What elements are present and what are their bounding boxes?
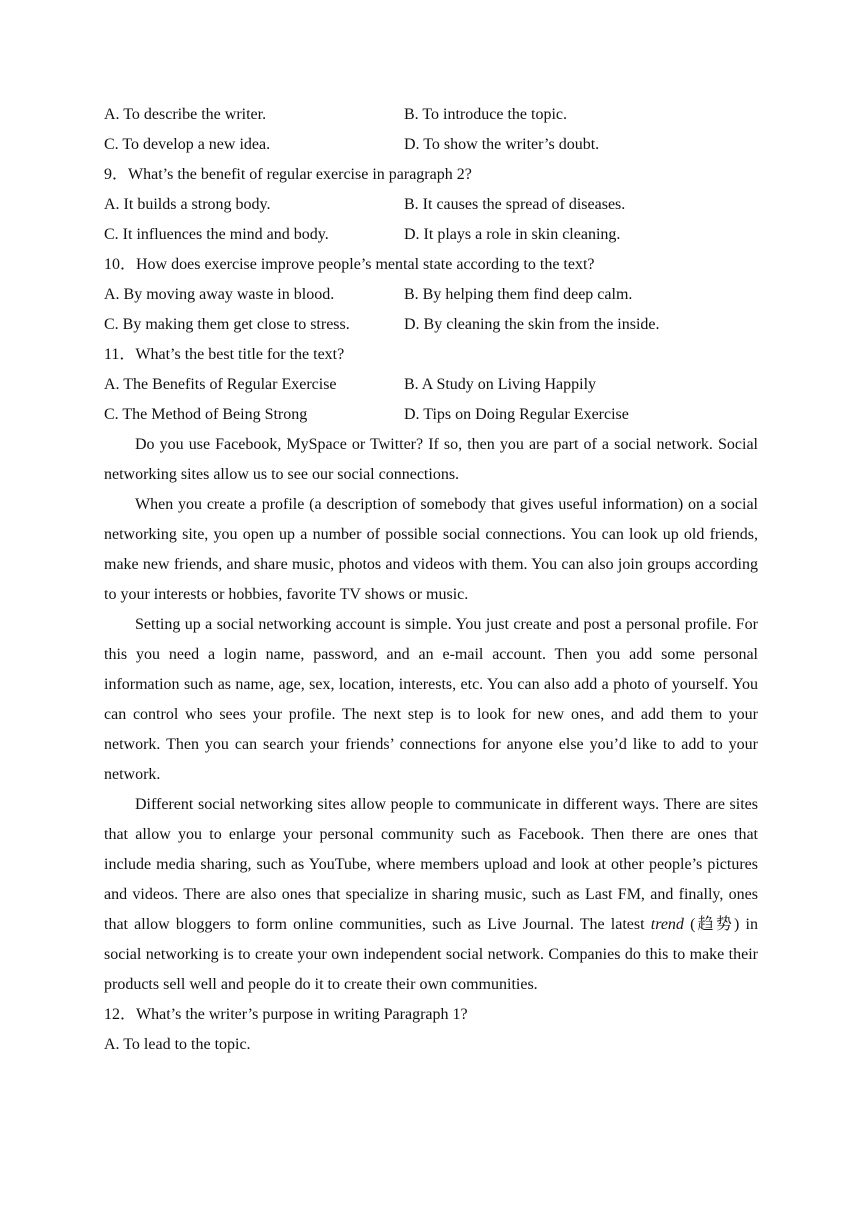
options-row [104, 100, 758, 130]
option-d: D. Tips on Doing Regular Exercise [404, 406, 629, 423]
passage-paragraph-4 [104, 790, 758, 1000]
chinese-gloss: (趋势) [683, 916, 740, 933]
question-12: 12．What’s the writer’s purpose in writing Paragraph 1? [104, 1006, 468, 1023]
option-b: B. By helping them find deep calm. [404, 286, 633, 303]
option-d: D. By cleaning the skin from the inside. [404, 316, 660, 333]
exam-page [104, 100, 758, 1060]
option-d: D. To show the writer’s doubt. [404, 136, 600, 153]
passage-paragraph-3: Setting up a social networking account is simple. You just create and post a personal profile. For this you need a login name, password, and an e-mail account. Then you add some personal information such as name, age, sex, location, interests, etc. You can also add a photo of yourself. You can control who sees your profile. The next step is to look for new ones, and add them to your network. Then you can search your friends’ connections for anyone else you’d like to add to your network. [104, 616, 758, 783]
option-a: A. The Benefits of Regular Exercise [104, 376, 337, 393]
paragraph-text: Different social networking sites allow people to communicate in different ways. There are sites that allow you to enlarge your personal community such as Facebook. Then there are ones that include media sharing, such as YouTube, where members upload and look at other people’s pictures and videos. There are also ones that specialize in sharing music, such as Last FM, and finally, ones that allow bloggers to form online communities, such as Live Journal. The latest [104, 796, 758, 933]
glossed-word: trend [650, 916, 684, 933]
option-b: B. To introduce the topic. [404, 106, 567, 123]
option-c: C. To develop a new idea. [104, 136, 271, 153]
options-row [104, 190, 758, 220]
options-row [104, 400, 758, 430]
option-a: A. To describe the writer. [104, 106, 267, 123]
options-row [104, 310, 758, 340]
options-row [104, 280, 758, 310]
option-b: B. A Study on Living Happily [404, 376, 597, 393]
option-a: A. It builds a strong body. [104, 196, 271, 213]
option-c: C. It influences the mind and body. [104, 226, 329, 243]
option-d: D. It plays a role in skin cleaning. [404, 226, 621, 243]
question-9: 9．What’s the benefit of regular exercise in paragraph 2? [104, 166, 472, 183]
question-11: 11．What’s the best title for the text? [104, 346, 345, 363]
paragraph-text: in social networking is to create your own independent social network. Companies do this to make their products sell well and people do it to create their own communities. [104, 916, 758, 993]
passage-paragraph-1: Do you use Facebook, MySpace or Twitter? If so, then you are part of a social network. Social networking sites allow us to see our social connections. [104, 436, 758, 483]
options-row [104, 370, 758, 400]
question-10: 10．How does exercise improve people’s mental state according to the text? [104, 256, 595, 273]
passage-paragraph-2: When you create a profile (a description of somebody that gives useful information) on a social networking site, you open up a number of possible social connections. You can look up old friends, make new friends, and share music, photos and videos with them. You can also join groups according to your interests or hobbies, favorite TV shows or music. [104, 496, 758, 603]
options-row [104, 130, 758, 160]
option-c: C. By making them get close to stress. [104, 316, 350, 333]
option-a: A. By moving away waste in blood. [104, 286, 335, 303]
option-b: B. It causes the spread of diseases. [404, 196, 626, 213]
options-row [104, 220, 758, 250]
option-a: A. To lead to the topic. [104, 1036, 251, 1053]
option-c: C. The Method of Being Strong [104, 406, 308, 423]
